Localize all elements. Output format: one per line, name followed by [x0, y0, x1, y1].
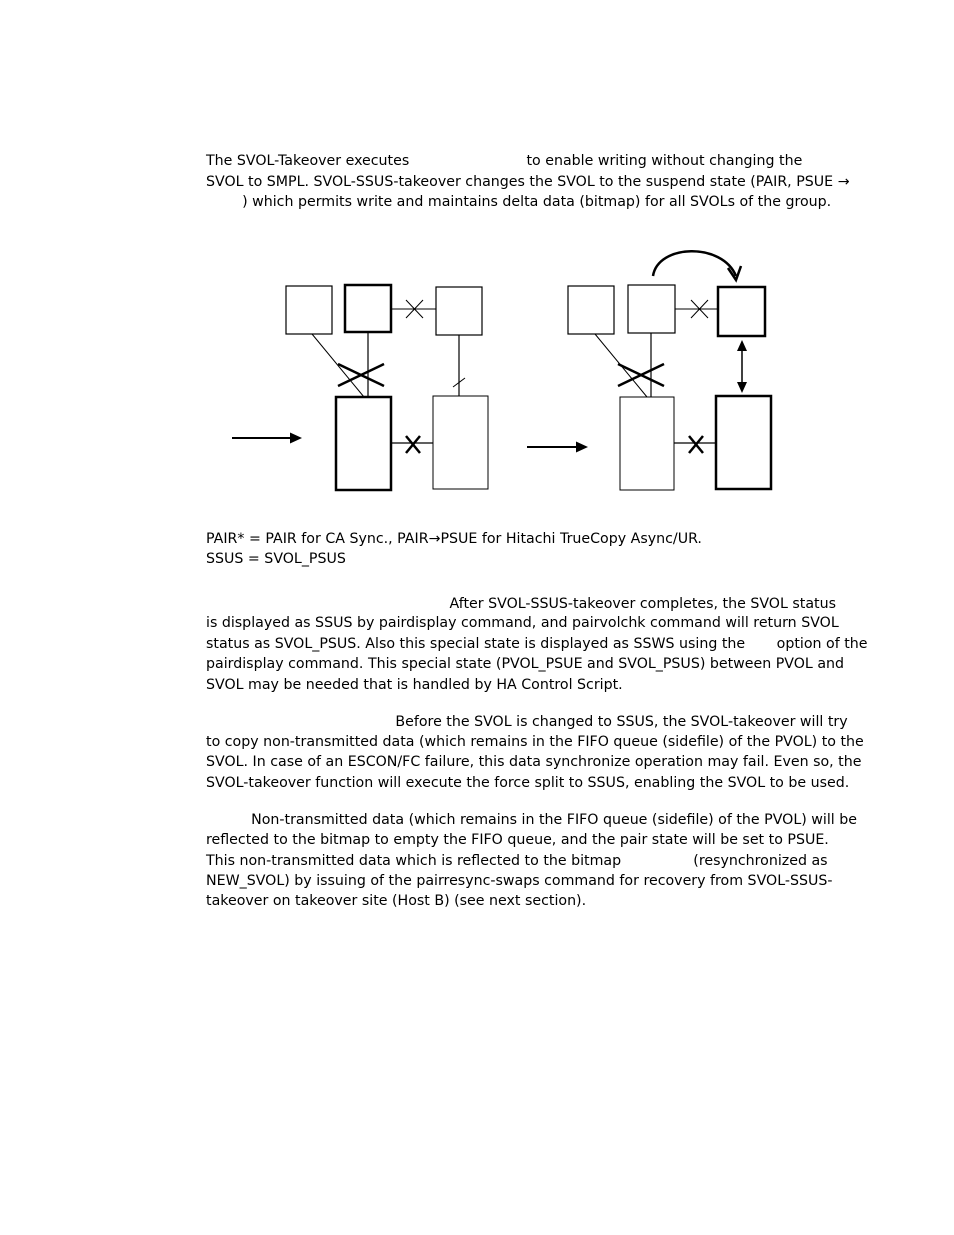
- host-box: [628, 285, 675, 333]
- storage-box: [336, 397, 391, 490]
- right-diagram: [527, 251, 771, 490]
- legend-line-1: PAIR* = PAIR for CA Sync., PAIR→PSUE for Hitachi TrueCopy Async/UR.: [206, 531, 702, 547]
- arrow-right-icon: [232, 433, 302, 444]
- host-box: [436, 287, 482, 335]
- paragraph-2-line-2: is displayed as SSUS by pairdisplay command, and pairvolchk command will return SVOL: [206, 615, 839, 631]
- paragraph-4-line-5: takeover on takeover site (Host B) (see next section).: [206, 893, 587, 909]
- link-broken-icon: [406, 436, 420, 453]
- paragraph-2-line-1: After SVOL-SSUS-takeover completes, the SVOL status: [206, 596, 836, 612]
- paragraph-2-line-5: SVOL may be needed that is handled by HA Control Script.: [206, 677, 623, 693]
- svol-takeover-diagram: [0, 0, 954, 520]
- paragraph-4-line-4: NEW_SVOL) by issuing of the pairresync-swaps command for recovery from SVOL-SSUS-: [206, 873, 833, 889]
- storage-box: [716, 396, 771, 489]
- double-arrow-icon: [737, 340, 747, 393]
- path-broken-icon: [338, 364, 384, 386]
- paragraph-4-line-1: Non-transmitted data (which remains in the FIFO queue (sidefile) of the PVOL) will be: [206, 812, 857, 828]
- paragraph-2-line-3: status as SVOL_PSUS. Also this special state is displayed as SSWS using the option of the: [206, 636, 868, 652]
- host-box: [286, 286, 332, 334]
- paragraph-1-line-1: The SVOL-Takeover executes to enable writing without changing the: [206, 153, 803, 169]
- paragraph-3-line-2: to copy non-transmitted data (which remains in the FIFO queue (sidefile) of the PVOL) to the: [206, 734, 864, 750]
- path-broken-icon: [618, 364, 664, 386]
- paragraph-3-line-1: Before the SVOL is changed to SSUS, the SVOL-takeover will try: [206, 714, 848, 730]
- paragraph-2-line-4: pairdisplay command. This special state (PVOL_PSUE and SVOL_PSUS) between PVOL and: [206, 656, 845, 672]
- paragraph-1-line-3: ) which permits write and maintains delta data (bitmap) for all SVOLs of the group.: [206, 194, 832, 210]
- paragraph-4-line-3: This non-transmitted data which is reflected to the bitmap (resynchronized as: [206, 853, 828, 869]
- storage-box: [433, 396, 488, 489]
- curved-arrow-icon: [653, 251, 741, 280]
- storage-box: [620, 397, 674, 490]
- paragraph-3-line-4: SVOL-takeover function will execute the force split to SSUS, enabling the SVOL to be used.: [206, 775, 850, 791]
- paragraph-4-line-2: reflected to the bitmap to empty the FIFO queue, and the pair state will be set to PSUE.: [206, 832, 829, 848]
- paragraph-1-line-2: SVOL to SMPL. SVOL-SSUS-takeover changes the SVOL to the suspend state (PAIR, PSUE →: [206, 174, 850, 190]
- paragraph-3-line-3: SVOL. In case of an ESCON/FC failure, this data synchronize operation may fail. Even so, the: [206, 754, 862, 770]
- host-box: [345, 285, 391, 332]
- arrow-right-icon: [527, 442, 588, 453]
- host-box: [718, 287, 765, 336]
- link-broken-icon: [689, 436, 703, 453]
- legend-line-2: SSUS = SVOL_PSUS: [206, 551, 346, 567]
- left-diagram: [232, 285, 488, 490]
- host-box: [568, 286, 614, 334]
